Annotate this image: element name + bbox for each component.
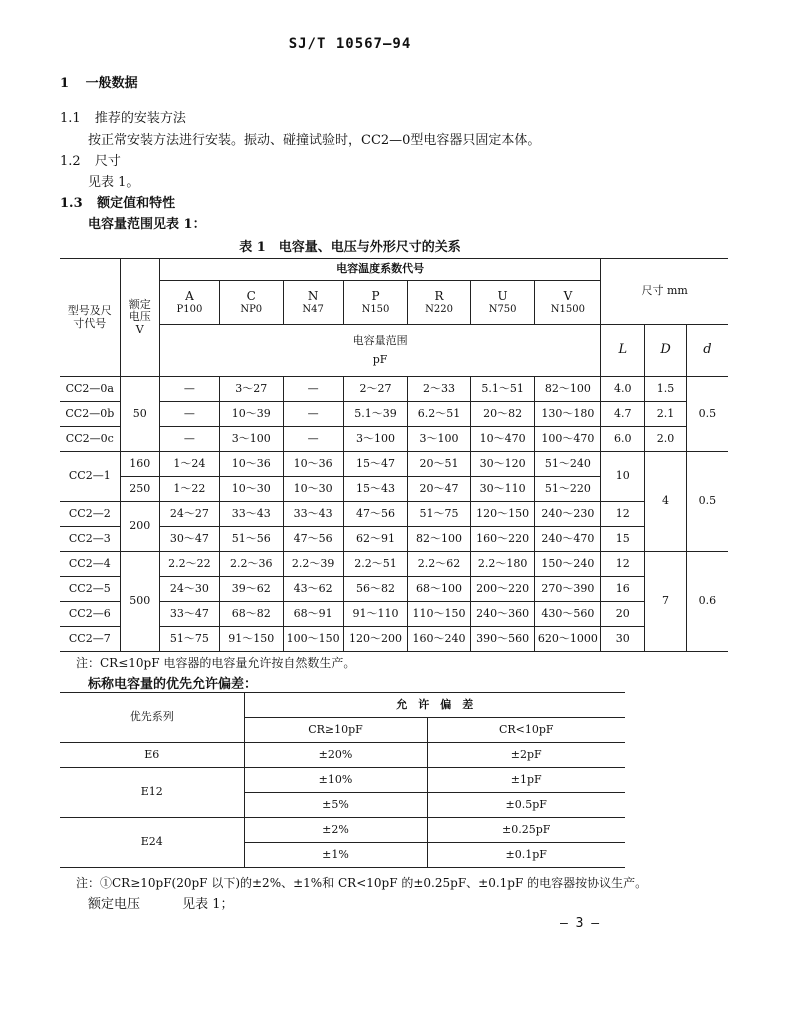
table-cell: —: [283, 377, 343, 402]
table-cell: 3～100: [219, 427, 283, 452]
model-cell: CC2—2: [60, 502, 120, 527]
table-cell: 1～22: [159, 477, 219, 502]
L-cell: 10: [601, 452, 645, 502]
series-header: 优先系列: [60, 693, 244, 743]
table-row: [60, 502, 728, 527]
d-header: d: [686, 325, 728, 377]
size-header: 尺寸 mm: [601, 259, 728, 325]
table-cell: 3～27: [219, 377, 283, 402]
table-cell: 20～47: [408, 477, 470, 502]
table-cell: 240～360: [470, 602, 535, 627]
table-row: [60, 577, 728, 602]
table-cell: 430～560: [535, 602, 601, 627]
series-cell: E24: [60, 818, 244, 868]
table-cell: 160～220: [470, 527, 535, 552]
table-cell: 51～56: [219, 527, 283, 552]
model-cell: CC2—5: [60, 577, 120, 602]
table2-note: 注：①CR≥10pF(20pF 以下)的±2%、±1%和 CR<10pF 的±0.25pF、±0.1pF 的电容器按协议生产。: [76, 876, 648, 890]
table-cell: 91～150: [219, 627, 283, 652]
table-cell: 51～75: [159, 627, 219, 652]
table-cell: 270～390: [535, 577, 601, 602]
table-cell: 91～110: [343, 602, 408, 627]
table-cell: 62～91: [343, 527, 408, 552]
table-cell: ±1%: [244, 843, 427, 868]
section-title: 一般数据: [85, 76, 138, 91]
table-cell: 2.2～180: [470, 552, 535, 577]
table-cell: 10～470: [470, 427, 535, 452]
series-cell: E12: [60, 768, 244, 818]
table-cell: 30～120: [470, 452, 535, 477]
L-cell: 15: [601, 527, 645, 552]
voltage-cell: 250: [120, 477, 159, 502]
table-row: [60, 602, 728, 627]
section-1-1-heading: [60, 107, 186, 126]
table-cell: ±20%: [244, 743, 427, 768]
code-A: A P100: [159, 281, 219, 325]
page-number: — 3 —: [560, 916, 600, 931]
table-cell: 47～56: [283, 527, 343, 552]
table-cell: ±1pF: [427, 768, 625, 793]
code-P: P N150: [343, 281, 408, 325]
table-cell: 2.2～62: [408, 552, 470, 577]
tolerance-intro: 标称电容量的优先允许偏差：: [88, 677, 258, 692]
L-cell: 12: [601, 502, 645, 527]
table-cell: 15～43: [343, 477, 408, 502]
table-cell: ±0.5pF: [427, 793, 625, 818]
rated-voltage-line: [88, 893, 234, 912]
table-cell: 15～47: [343, 452, 408, 477]
table-cell: 2.2～22: [159, 552, 219, 577]
voltage-cell: 50: [120, 377, 159, 452]
rated-voltage-label: 额定电压: [88, 897, 141, 912]
cap-range-header: 电容量范围 pF: [159, 325, 600, 377]
table-cell: 24～27: [159, 502, 219, 527]
section-1-3-heading: [60, 192, 175, 211]
code-R: R N220: [408, 281, 470, 325]
section-1-2-heading: [60, 150, 121, 169]
D-cell: 4: [645, 452, 687, 552]
temp-coef-header: 电容温度系数代号: [159, 259, 600, 281]
table-cell: 33～43: [219, 502, 283, 527]
L-cell: 12: [601, 552, 645, 577]
section-number: 1.2: [60, 154, 81, 169]
model-cell: CC2—1: [60, 452, 120, 502]
section-number: 1.3: [60, 196, 83, 211]
table-cell: —: [159, 377, 219, 402]
table-cell: 47～56: [343, 502, 408, 527]
table-cell: 51～240: [535, 452, 601, 477]
table-cell: 30～47: [159, 527, 219, 552]
table-cell: 20～51: [408, 452, 470, 477]
table-cell: ±2%: [244, 818, 427, 843]
table-cell: 5.1～39: [343, 402, 408, 427]
model-cell: CC2—6: [60, 602, 120, 627]
table-cell: ±0.25pF: [427, 818, 625, 843]
D-cell: 2.1: [645, 402, 687, 427]
table-cell: 160～240: [408, 627, 470, 652]
code-C: C NP0: [219, 281, 283, 325]
table-cell: —: [283, 402, 343, 427]
model-cell: CC2—0c: [60, 427, 120, 452]
cr-lt-header: CR<10pF: [427, 718, 625, 743]
table-cell: 620～1000: [535, 627, 601, 652]
table-row: [60, 402, 728, 427]
table-row: [60, 818, 625, 843]
table-row: [60, 743, 625, 768]
table-row: [60, 768, 625, 793]
table-cell: 30～110: [470, 477, 535, 502]
d-cell: 0.5: [686, 377, 728, 452]
capacitance-table: [60, 258, 728, 652]
voltage-cell: 200: [120, 502, 159, 552]
table-cell: 150～240: [535, 552, 601, 577]
page-header: SJ/T 10567—94: [288, 36, 412, 52]
table-cell: 51～75: [408, 502, 470, 527]
table-cell: 33～47: [159, 602, 219, 627]
table-row: [60, 377, 728, 402]
D-cell: 7: [645, 552, 687, 652]
table-cell: 130～180: [535, 402, 601, 427]
table-cell: ±0.1pF: [427, 843, 625, 868]
table-cell: 33～43: [283, 502, 343, 527]
table-cell: ±5%: [244, 793, 427, 818]
table-cell: 10～36: [219, 452, 283, 477]
table-row: [60, 627, 728, 652]
tolerance-table: [60, 692, 625, 868]
table-cell: 56～82: [343, 577, 408, 602]
table-cell: 51～220: [535, 477, 601, 502]
code-U: U N750: [470, 281, 535, 325]
table-cell: 1～24: [159, 452, 219, 477]
table-cell: 68～82: [219, 602, 283, 627]
section-title: 推荐的安装方法: [94, 111, 186, 126]
table-cell: 100～470: [535, 427, 601, 452]
table-cell: —: [283, 427, 343, 452]
code-N: N N47: [283, 281, 343, 325]
table-cell: 390～560: [470, 627, 535, 652]
model-cell: CC2—3: [60, 527, 120, 552]
tolerance-header: 允 许 偏 差: [244, 693, 625, 718]
table-cell: 2～27: [343, 377, 408, 402]
D-cell: 1.5: [645, 377, 687, 402]
table-cell: 10～30: [219, 477, 283, 502]
L-header: L: [601, 325, 645, 377]
table-cell: 120～200: [343, 627, 408, 652]
table-cell: 3～100: [408, 427, 470, 452]
section-1-3-body: 电容量范围见表 1：: [88, 217, 206, 232]
table-cell: 20～82: [470, 402, 535, 427]
L-cell: 16: [601, 577, 645, 602]
L-cell: 6.0: [601, 427, 645, 452]
L-cell: 4.7: [601, 402, 645, 427]
rated-voltage-value: 见表 1；: [182, 897, 234, 912]
section-number: 1: [60, 76, 70, 91]
table-cell: 100～150: [283, 627, 343, 652]
table-cell: 43～62: [283, 577, 343, 602]
table-cell: 2.2～36: [219, 552, 283, 577]
D-cell: 2.0: [645, 427, 687, 452]
table-cell: 5.1～51: [470, 377, 535, 402]
L-cell: 4.0: [601, 377, 645, 402]
table1-caption: 表 1 电容量、电压与外形尺寸的关系: [239, 240, 461, 255]
table-cell: 240～470: [535, 527, 601, 552]
table-row: [60, 552, 728, 577]
series-cell: E6: [60, 743, 244, 768]
table-cell: 3～100: [343, 427, 408, 452]
table-cell: 10～30: [283, 477, 343, 502]
table-cell: 10～36: [283, 452, 343, 477]
table-row: [60, 452, 728, 477]
d-cell: 0.6: [686, 552, 728, 652]
table-cell: 240～230: [535, 502, 601, 527]
section-1-2-body: 见表 1。: [88, 175, 140, 190]
table-cell: ±2pF: [427, 743, 625, 768]
table-cell: 24～30: [159, 577, 219, 602]
table-cell: 10～39: [219, 402, 283, 427]
table-cell: —: [159, 402, 219, 427]
table-cell: 2.2～39: [283, 552, 343, 577]
section-number: 1.1: [60, 111, 81, 126]
table-row: [60, 527, 728, 552]
d-cell: 0.5: [686, 452, 728, 552]
model-cell: CC2—0a: [60, 377, 120, 402]
table-cell: 68～100: [408, 577, 470, 602]
model-header: 型号及尺寸代号: [60, 259, 120, 377]
code-V: V N1500: [535, 281, 601, 325]
section-1: [60, 72, 138, 91]
model-cell: CC2—0b: [60, 402, 120, 427]
L-cell: 20: [601, 602, 645, 627]
table-cell: 200～220: [470, 577, 535, 602]
section-title: 额定值和特性: [97, 196, 176, 211]
table-cell: 6.2～51: [408, 402, 470, 427]
table-cell: 2～33: [408, 377, 470, 402]
voltage-cell: 500: [120, 552, 159, 652]
table-cell: 82～100: [408, 527, 470, 552]
section-title: 尺寸: [94, 154, 121, 169]
section-1-1-body: 按正常安装方法进行安装。振动、碰撞试验时，CC2—0型电容器只固定本体。: [88, 133, 541, 148]
table-cell: 120～150: [470, 502, 535, 527]
model-cell: CC2—7: [60, 627, 120, 652]
table-cell: 39～62: [219, 577, 283, 602]
table-cell: 2.2～51: [343, 552, 408, 577]
model-cell: CC2—4: [60, 552, 120, 577]
D-header: D: [645, 325, 687, 377]
voltage-header: 额定电压 V: [120, 259, 159, 377]
table-cell: 110～150: [408, 602, 470, 627]
table-cell: 68～91: [283, 602, 343, 627]
cr-ge-header: CR≥10pF: [244, 718, 427, 743]
table-cell: ±10%: [244, 768, 427, 793]
L-cell: 30: [601, 627, 645, 652]
table-cell: —: [159, 427, 219, 452]
voltage-cell: 160: [120, 452, 159, 477]
table-row: [60, 427, 728, 452]
table1-note: 注：CR≤10pF 电容器的电容量允许按自然数生产。: [76, 656, 356, 670]
table-cell: 82～100: [535, 377, 601, 402]
